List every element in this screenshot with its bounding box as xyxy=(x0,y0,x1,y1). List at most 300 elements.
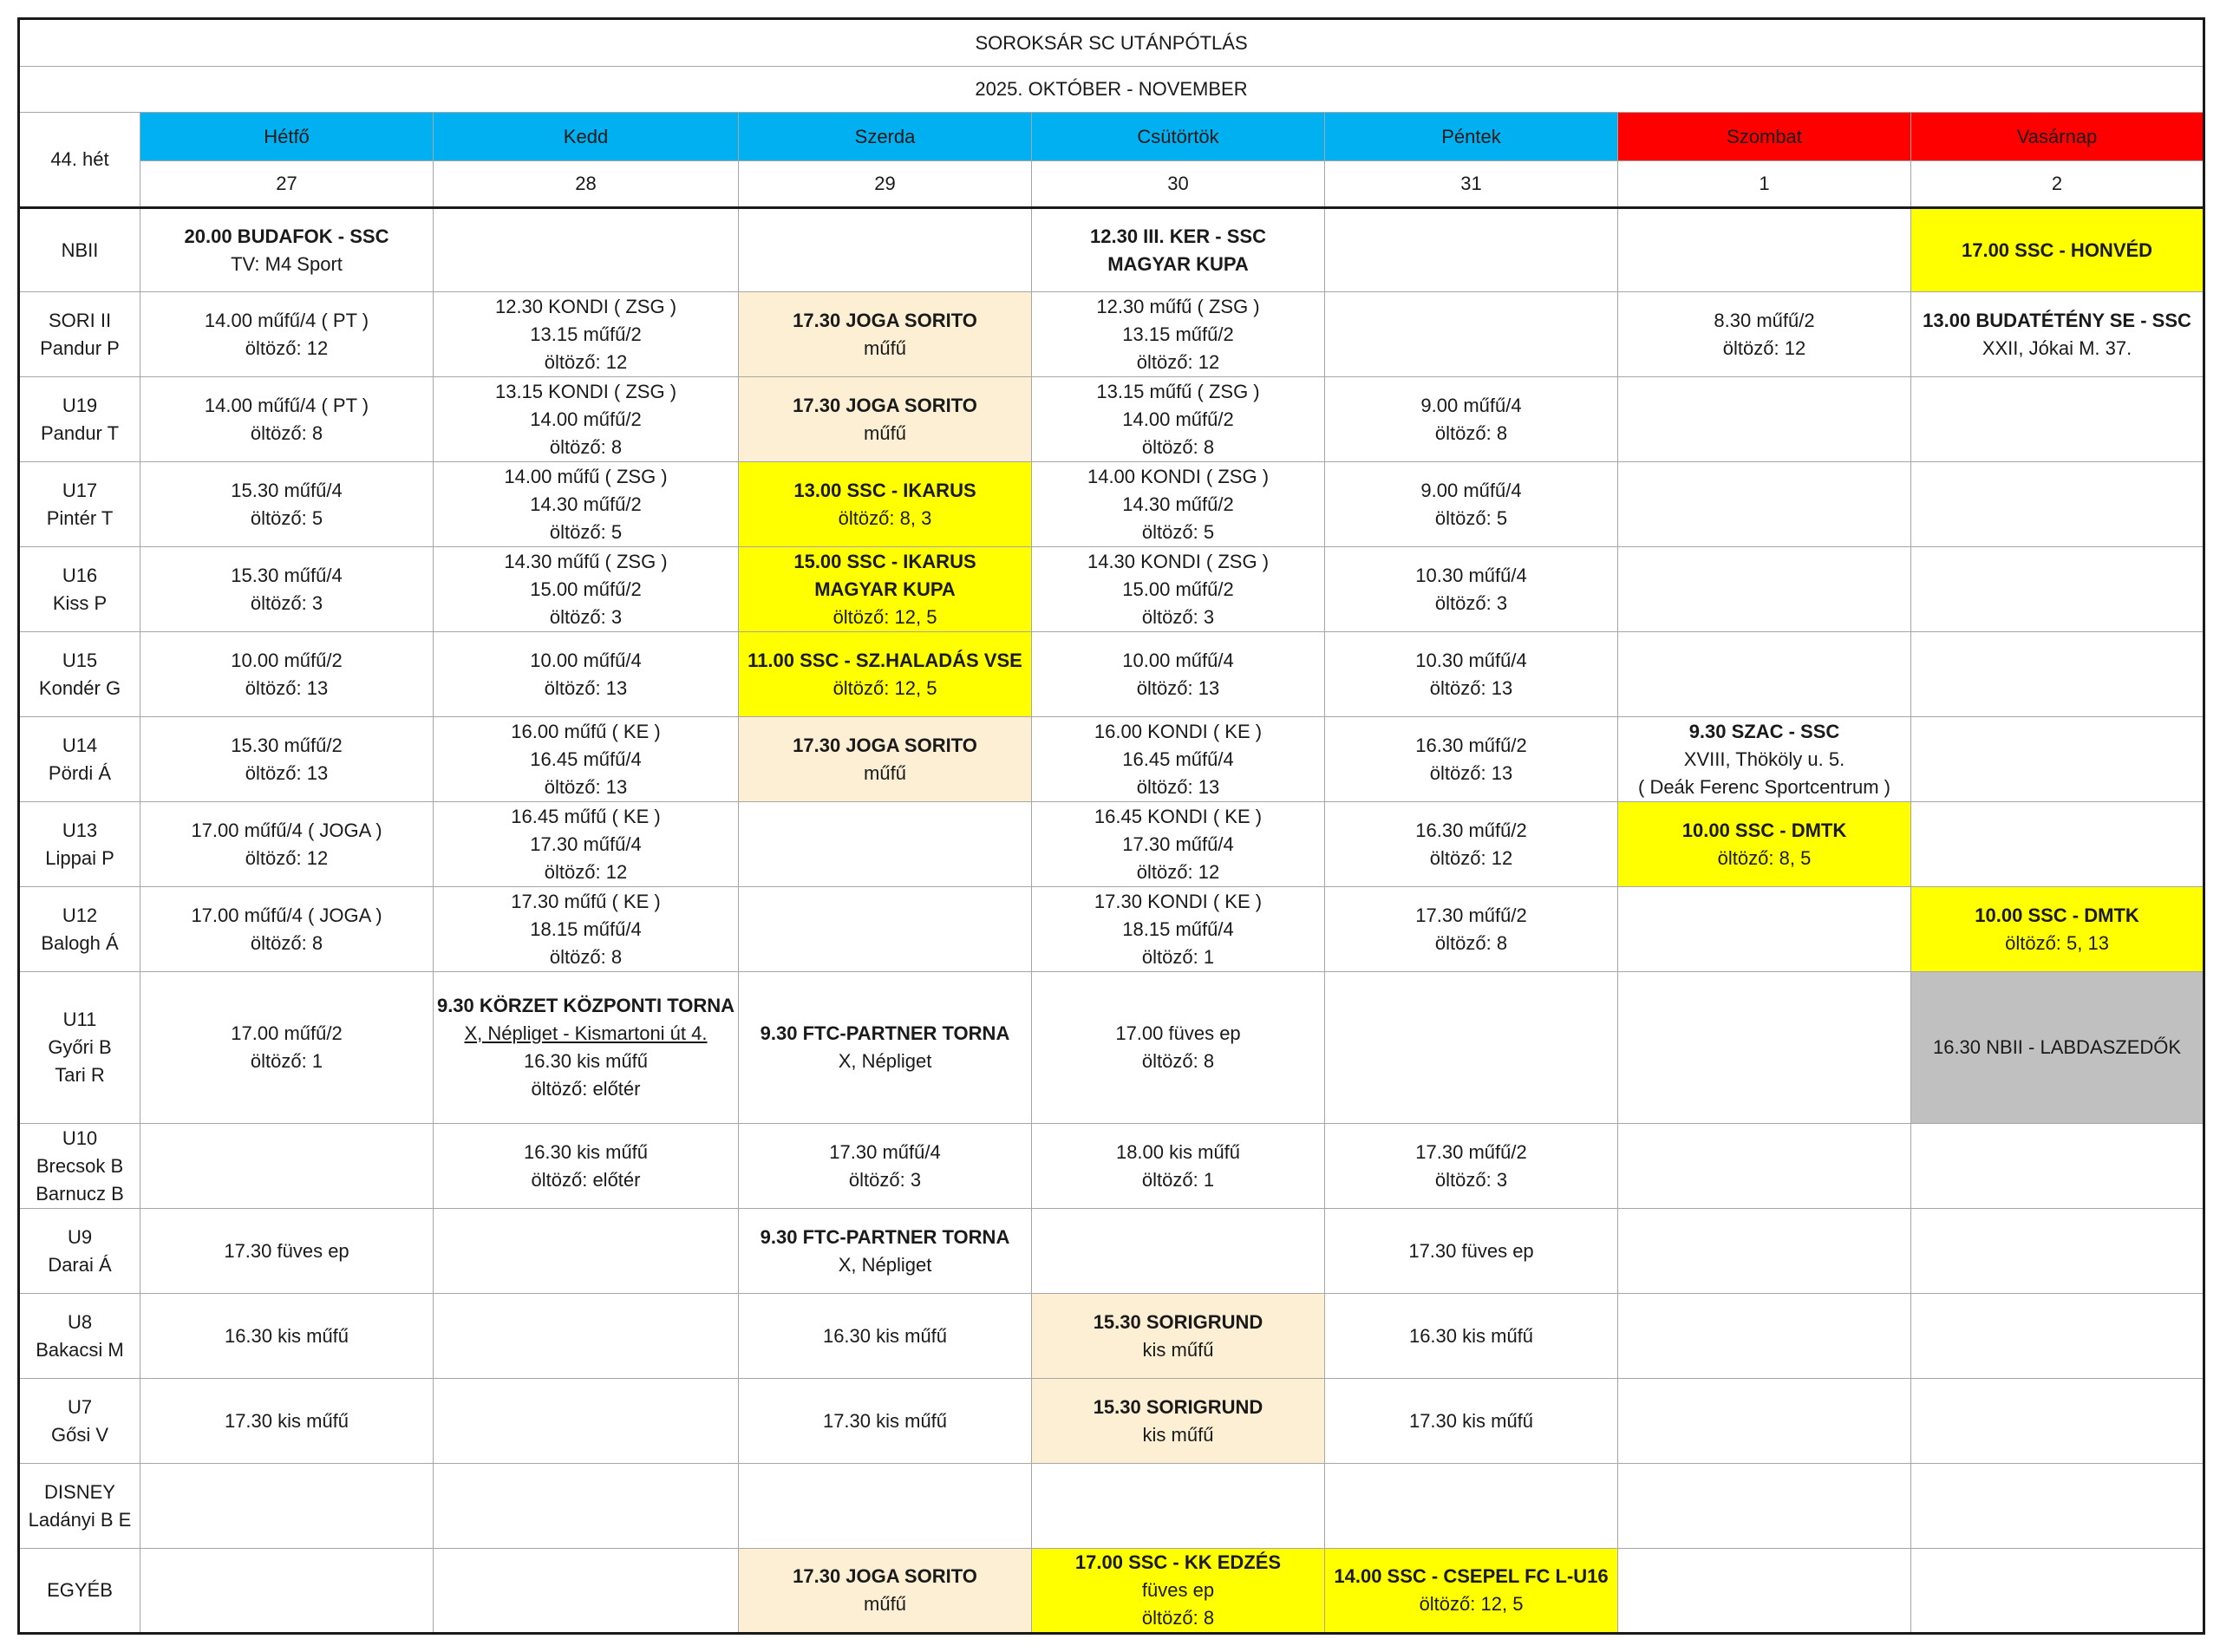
schedule-cell xyxy=(1618,462,1911,547)
team-row xyxy=(19,1379,2204,1464)
cell-line: öltöző: 8 xyxy=(1141,1050,1215,1072)
team-name: U16 xyxy=(62,564,98,586)
cell-line: 17.00 műfű/4 ( JOGA ) xyxy=(191,904,382,926)
cell-line: 16.45 műfű/4 xyxy=(530,748,642,770)
schedule-cell xyxy=(1032,1209,1325,1294)
schedule-cell xyxy=(1325,1549,1618,1634)
cell-line: öltöző: 13 xyxy=(245,761,329,784)
cell-line: 10.30 műfű/4 xyxy=(1415,564,1527,586)
team-row xyxy=(19,462,2204,547)
schedule-cell xyxy=(739,887,1032,972)
day-name-1: Kedd xyxy=(434,113,739,161)
schedule-cell xyxy=(1911,717,2204,802)
cell-line: 9.30 FTC-PARTNER TORNA xyxy=(760,1225,1010,1248)
cell-line: 17.30 kis műfű xyxy=(1408,1409,1534,1432)
team-name: U8 xyxy=(67,1310,93,1333)
cell-line: XXII, Jókai M. 37. xyxy=(1982,336,2132,359)
cell-line: 16.45 KONDI ( KE ) xyxy=(1094,805,1263,827)
cell-line: 16.30 kis műfű xyxy=(1408,1324,1534,1347)
cell-line: 15.00 műfű/2 xyxy=(530,578,642,600)
schedule-cell xyxy=(1911,632,2204,717)
cell-line: 16.30 kis műfű xyxy=(224,1324,349,1347)
schedule-cell xyxy=(1325,802,1618,887)
cell-line: 17.30 műfű ( KE ) xyxy=(511,890,661,912)
schedule-cell xyxy=(1325,547,1618,632)
week-label: 44. hét xyxy=(19,113,140,208)
cell-line: öltöző: 3 xyxy=(250,591,323,614)
schedule-cell xyxy=(140,462,434,547)
cell-line: öltöző: 12 xyxy=(544,350,628,373)
cell-line: TV: M4 Sport xyxy=(231,252,343,275)
cell-line: öltöző: 8, 5 xyxy=(1717,846,1812,869)
cell-line: 16.45 műfű ( KE ) xyxy=(511,805,661,827)
schedule-cell xyxy=(1618,377,1911,462)
schedule-cell xyxy=(1325,377,1618,462)
schedule-cell xyxy=(140,208,434,292)
schedule-cell xyxy=(739,802,1032,887)
cell-line: ( Deák Ferenc Sportcentrum ) xyxy=(1638,775,1890,798)
cell-line: 9.00 műfű/4 xyxy=(1420,479,1522,501)
schedule-cell xyxy=(1911,1209,2204,1294)
day-date-0: 27 xyxy=(140,161,434,208)
team-label xyxy=(19,377,140,462)
schedule-cell xyxy=(1618,208,1911,292)
coach-name: Balogh Á xyxy=(41,931,119,954)
cell-line: 17.30 füves ep xyxy=(1408,1239,1534,1262)
coach-name: Pandur T xyxy=(40,421,120,444)
cell-line: 20.00 BUDAFOK - SSC xyxy=(184,225,389,247)
cell-line: öltöző: 5 xyxy=(1141,520,1215,543)
cell-line: 16.30 műfű/2 xyxy=(1415,734,1527,756)
schedule-cell xyxy=(1032,1464,1325,1549)
schedule-cell xyxy=(1032,1379,1325,1464)
coach-name: Darai Á xyxy=(48,1253,112,1276)
cell-line: 9.30 SZAC - SSC xyxy=(1688,720,1840,742)
team-label xyxy=(19,292,140,377)
team-name: U13 xyxy=(62,819,98,841)
schedule-cell xyxy=(1325,462,1618,547)
cell-line: 17.00 SSC - HONVÉD xyxy=(1961,238,2153,261)
team-row xyxy=(19,1209,2204,1294)
schedule-cell xyxy=(140,547,434,632)
team-label xyxy=(19,1379,140,1464)
schedule-cell xyxy=(1618,292,1911,377)
schedule-cell xyxy=(1032,972,1325,1124)
cell-line: öltöző: 3 xyxy=(1434,1168,1508,1191)
team-name: U12 xyxy=(62,904,98,926)
team-name: U19 xyxy=(62,394,98,416)
team-label xyxy=(19,462,140,547)
coach-name: Tari R xyxy=(55,1064,105,1086)
team-name: EGYÉB xyxy=(47,1579,113,1601)
cell-line: 12.30 KONDI ( ZSG ) xyxy=(494,295,677,317)
cell-line: öltöző: 12 xyxy=(1136,350,1220,373)
cell-line: öltöző: 12 xyxy=(245,846,329,869)
coach-name: Győri B xyxy=(48,1036,112,1058)
cell-line: kis műfű xyxy=(1142,1338,1214,1361)
team-row xyxy=(19,208,2204,292)
team-label xyxy=(19,802,140,887)
day-name-4: Péntek xyxy=(1325,113,1618,161)
team-row xyxy=(19,292,2204,377)
cell-line: öltöző: 3 xyxy=(549,605,623,628)
schedule-cell xyxy=(140,1209,434,1294)
cell-line: 14.00 műfű/2 xyxy=(1122,408,1234,430)
schedule-cell xyxy=(739,1209,1032,1294)
day-name-3: Csütörtök xyxy=(1032,113,1325,161)
schedule-cell xyxy=(1618,1549,1911,1634)
cell-line: öltöző: 3 xyxy=(1434,591,1508,614)
schedule-cell xyxy=(1325,1464,1618,1549)
cell-line: öltöző: 8 xyxy=(549,435,623,458)
day-name-6: Vasárnap xyxy=(1911,113,2204,161)
cell-line: öltöző: 12, 5 xyxy=(1419,1593,1524,1615)
cell-line: XVIII, Thököly u. 5. xyxy=(1683,748,1845,770)
cell-line: 17.30 műfű/4 xyxy=(530,833,642,855)
schedule-cell xyxy=(1911,802,2204,887)
schedule-cell xyxy=(739,1549,1032,1634)
cell-line: műfű xyxy=(864,761,906,784)
team-name: U14 xyxy=(62,734,98,756)
coach-name: Brecsok B xyxy=(36,1154,124,1177)
cell-line: műfű xyxy=(864,1593,906,1615)
day-name-0: Hétfő xyxy=(140,113,434,161)
team-name: U10 xyxy=(62,1126,98,1149)
schedule-cell xyxy=(1911,1379,2204,1464)
schedule-cell xyxy=(434,1379,739,1464)
schedule-cell xyxy=(1032,547,1325,632)
cell-line: 14.00 műfű ( ZSG ) xyxy=(504,465,668,487)
schedule-cell xyxy=(434,1464,739,1549)
cell-line: öltöző: 8 xyxy=(549,945,623,968)
cell-line: 13.15 KONDI ( ZSG ) xyxy=(494,380,677,402)
schedule-cell xyxy=(739,462,1032,547)
team-row xyxy=(19,802,2204,887)
schedule-cell xyxy=(434,802,739,887)
cell-line: 16.00 KONDI ( KE ) xyxy=(1094,720,1263,742)
cell-line: 15.00 műfű/2 xyxy=(1122,578,1234,600)
cell-line: 16.30 műfű/2 xyxy=(1415,819,1527,841)
cell-line: 16.30 NBII - LABDASZEDŐK xyxy=(1932,1036,2182,1058)
cell-line: 14.00 műfű/4 ( PT ) xyxy=(204,394,369,416)
cell-line: 14.00 műfű/4 ( PT ) xyxy=(204,309,369,331)
cell-line: 17.30 műfű/2 xyxy=(1415,904,1527,926)
cell-line: öltöző: 8 xyxy=(1434,421,1508,444)
cell-line: 13.00 BUDATÉTÉNY SE - SSC xyxy=(1923,309,2191,331)
schedule-title: SOROKSÁR SC UTÁNPÓTLÁS xyxy=(19,19,2204,67)
cell-line: műfű xyxy=(864,421,906,444)
cell-line: öltöző: előtér xyxy=(531,1168,641,1191)
cell-line: öltöző: 12 xyxy=(544,860,628,883)
cell-line: műfű xyxy=(864,336,906,359)
cell-line: öltöző: előtér xyxy=(531,1078,641,1100)
schedule-cell xyxy=(434,208,739,292)
cell-line: öltöző: 12, 5 xyxy=(832,676,937,699)
schedule-cell xyxy=(434,462,739,547)
team-row xyxy=(19,632,2204,717)
schedule-cell xyxy=(739,1464,1032,1549)
schedule-cell xyxy=(1911,462,2204,547)
cell-line: 15.30 műfű/2 xyxy=(231,734,343,756)
schedule-cell xyxy=(1911,1124,2204,1209)
cell-line: 10.30 műfű/4 xyxy=(1415,649,1527,671)
cell-line: 17.30 JOGA SORITO xyxy=(793,1565,977,1587)
schedule-cell xyxy=(140,1549,434,1634)
team-label xyxy=(19,717,140,802)
schedule-cell xyxy=(1618,547,1911,632)
cell-line: 18.00 kis műfű xyxy=(1115,1140,1241,1163)
cell-line: öltöző: 5, 13 xyxy=(2005,931,2109,954)
cell-line: 12.30 műfű ( ZSG ) xyxy=(1096,295,1260,317)
cell-line: öltöző: 8 xyxy=(250,931,323,954)
cell-line: öltöző: 3 xyxy=(1141,605,1215,628)
cell-line: kis műfű xyxy=(1142,1423,1214,1446)
cell-line: 14.30 műfű/2 xyxy=(1122,493,1234,515)
schedule-cell xyxy=(434,1294,739,1379)
team-row xyxy=(19,717,2204,802)
cell-line: X, Népliget xyxy=(838,1050,932,1072)
schedule-cell xyxy=(1911,208,2204,292)
cell-line: 17.30 műfű/4 xyxy=(829,1140,941,1163)
schedule-cell xyxy=(1325,1294,1618,1379)
coach-name: Pördi Á xyxy=(48,761,112,784)
schedule-cell xyxy=(1325,292,1618,377)
cell-line: 12.30 III. KER - SSC xyxy=(1090,225,1266,247)
cell-line: 15.30 műfű/4 xyxy=(231,564,343,586)
cell-line: 18.15 műfű/4 xyxy=(1122,917,1234,940)
cell-line: 17.00 műfű/4 ( JOGA ) xyxy=(191,819,382,841)
cell-line: 17.30 KONDI ( KE ) xyxy=(1094,890,1263,912)
schedule-cell xyxy=(1325,208,1618,292)
day-name-5: Szombat xyxy=(1618,113,1911,161)
coach-name: Bakacsi M xyxy=(36,1338,124,1361)
cell-line: öltöző: 8 xyxy=(1434,931,1508,954)
schedule-cell xyxy=(434,1124,739,1209)
schedule-cell xyxy=(434,547,739,632)
cell-line: öltöző: 12 xyxy=(1722,336,1806,359)
cell-line: 14.00 műfű/2 xyxy=(530,408,642,430)
schedule-cell xyxy=(1032,1294,1325,1379)
cell-line: öltöző: 1 xyxy=(1141,1168,1215,1191)
schedule-cell xyxy=(739,717,1032,802)
cell-line: 16.30 kis műfű xyxy=(523,1140,649,1163)
schedule-cell xyxy=(1325,1124,1618,1209)
schedule-cell xyxy=(140,887,434,972)
cell-line: 14.30 műfű ( ZSG ) xyxy=(504,550,668,572)
schedule-cell xyxy=(1618,1124,1911,1209)
schedule-cell xyxy=(434,377,739,462)
cell-line: öltöző: 12, 5 xyxy=(832,605,937,628)
team-label xyxy=(19,887,140,972)
cell-line: 14.00 SSC - CSEPEL FC L-U16 xyxy=(1334,1565,1609,1587)
cell-line: 17.00 műfű/2 xyxy=(231,1022,343,1044)
day-date-1: 28 xyxy=(434,161,739,208)
schedule-cell xyxy=(1911,1294,2204,1379)
cell-line: 10.00 műfű/2 xyxy=(231,649,343,671)
schedule-cell xyxy=(1618,972,1911,1124)
team-row xyxy=(19,1294,2204,1379)
cell-line: öltöző: 13 xyxy=(1429,676,1513,699)
cell-line: 17.00 füves ep xyxy=(1115,1022,1241,1044)
cell-line: öltöző: 8, 3 xyxy=(838,506,932,529)
cell-line: 9.00 műfű/4 xyxy=(1420,394,1522,416)
schedule-cell xyxy=(1032,462,1325,547)
schedule-cell xyxy=(1032,208,1325,292)
team-label xyxy=(19,972,140,1124)
schedule-cell xyxy=(1325,972,1618,1124)
cell-line: 11.00 SSC - SZ.HALADÁS VSE xyxy=(748,649,1022,671)
cell-line: öltöző: 8 xyxy=(1141,1607,1215,1629)
coach-name: Gősi V xyxy=(50,1423,109,1446)
cell-line: 10.00 műfű/4 xyxy=(530,649,642,671)
schedule-cell xyxy=(739,208,1032,292)
schedule-cell xyxy=(739,547,1032,632)
team-name: NBII xyxy=(61,238,99,261)
cell-line: 17.30 JOGA SORITO xyxy=(793,394,977,416)
cell-line: 14.00 KONDI ( ZSG ) xyxy=(1087,465,1270,487)
coach-name: Kiss P xyxy=(52,591,108,614)
cell-line: öltöző: 13 xyxy=(245,676,329,699)
schedule-cell xyxy=(1325,1209,1618,1294)
cell-line: öltöző: 13 xyxy=(544,775,628,798)
cell-line: 14.30 KONDI ( ZSG ) xyxy=(1087,550,1270,572)
coach-name: Lippai P xyxy=(45,846,114,869)
schedule-cell xyxy=(434,717,739,802)
team-name: U11 xyxy=(62,1009,97,1030)
cell-line: öltöző: 1 xyxy=(250,1050,323,1072)
cell-line: öltöző: 13 xyxy=(544,676,628,699)
cell-line: 16.30 kis műfű xyxy=(822,1324,948,1347)
cell-line: 10.00 SSC - DMTK xyxy=(1975,904,2139,926)
team-name: U17 xyxy=(62,479,98,501)
cell-line: öltöző: 5 xyxy=(1434,506,1508,529)
schedule-cell xyxy=(1618,802,1911,887)
cell-line: MAGYAR KUPA xyxy=(1107,252,1249,275)
schedule-cell xyxy=(1032,1124,1325,1209)
coach-name: Barnucz B xyxy=(36,1182,124,1205)
coach-name: Pintér T xyxy=(46,506,114,529)
cell-line: 10.00 SSC - DMTK xyxy=(1681,819,1847,841)
schedule-cell xyxy=(434,887,739,972)
cell-line: öltöző: 13 xyxy=(1136,676,1220,699)
schedule-cell xyxy=(1032,717,1325,802)
day-date-2: 29 xyxy=(739,161,1032,208)
schedule-cell xyxy=(739,292,1032,377)
schedule-cell xyxy=(434,1209,739,1294)
schedule-cell xyxy=(434,1549,739,1634)
schedule-cell xyxy=(1618,1294,1911,1379)
coach-name: Ladányi B E xyxy=(28,1508,132,1531)
schedule-cell xyxy=(1911,547,2204,632)
team-name: SORI II xyxy=(48,309,112,331)
team-row xyxy=(19,972,2204,1124)
schedule-cell xyxy=(739,377,1032,462)
schedule-cell xyxy=(1032,1549,1325,1634)
schedule-cell xyxy=(1911,887,2204,972)
schedule-cell xyxy=(1618,717,1911,802)
schedule-cell xyxy=(140,717,434,802)
cell-line: öltöző: 5 xyxy=(549,520,623,543)
cell-line: 13.00 SSC - IKARUS xyxy=(793,479,976,501)
cell-line: 17.30 JOGA SORITO xyxy=(793,309,977,331)
cell-line: 9.30 FTC-PARTNER TORNA xyxy=(760,1022,1010,1044)
schedule-cell xyxy=(739,1294,1032,1379)
cell-line: 17.30 kis műfű xyxy=(224,1409,349,1432)
schedule-cell xyxy=(434,292,739,377)
schedule-cell xyxy=(1618,1464,1911,1549)
schedule-cell xyxy=(434,972,739,1124)
team-label xyxy=(19,1294,140,1379)
cell-line: 18.15 műfű/4 xyxy=(530,917,642,940)
schedule-cell xyxy=(739,1379,1032,1464)
schedule-cell xyxy=(140,1379,434,1464)
cell-line: 13.15 műfű ( ZSG ) xyxy=(1096,380,1260,402)
schedule-cell xyxy=(140,802,434,887)
cell-line: öltöző: 1 xyxy=(1141,945,1215,968)
schedule-cell xyxy=(1911,292,2204,377)
schedule-cell xyxy=(1032,802,1325,887)
cell-line: 17.30 kis műfű xyxy=(822,1409,948,1432)
coach-name: Pandur P xyxy=(40,336,120,359)
cell-line: öltöző: 12 xyxy=(245,336,329,359)
schedule-cell xyxy=(739,972,1032,1124)
cell-line: 16.45 műfű/4 xyxy=(1122,748,1234,770)
cell-line: 8.30 műfű/2 xyxy=(1714,309,1815,331)
cell-line: 17.30 műfű/2 xyxy=(1415,1140,1527,1163)
team-row xyxy=(19,887,2204,972)
team-name: U7 xyxy=(67,1395,93,1418)
day-date-4: 31 xyxy=(1325,161,1618,208)
cell-line: X, Népliget - Kismartoni út 4. xyxy=(464,1022,708,1044)
team-row xyxy=(19,1124,2204,1209)
cell-line: öltöző: 3 xyxy=(848,1168,922,1191)
schedule-cell xyxy=(1032,292,1325,377)
team-label xyxy=(19,1209,140,1294)
schedule-cell xyxy=(1618,887,1911,972)
cell-line: öltöző: 8 xyxy=(1141,435,1215,458)
team-label xyxy=(19,1464,140,1549)
schedule-cell xyxy=(1618,632,1911,717)
schedule-cell xyxy=(1032,377,1325,462)
cell-line: 13.15 műfű/2 xyxy=(1122,323,1234,345)
schedule-cell xyxy=(1325,887,1618,972)
team-row xyxy=(19,1464,2204,1549)
schedule-cell xyxy=(140,972,434,1124)
schedule-cell xyxy=(1911,1549,2204,1634)
team-label xyxy=(19,1549,140,1634)
team-row xyxy=(19,1549,2204,1634)
team-label xyxy=(19,547,140,632)
cell-line: 10.00 műfű/4 xyxy=(1122,649,1234,671)
team-name: U15 xyxy=(62,649,98,671)
cell-line: 15.30 műfű/4 xyxy=(231,479,343,501)
cell-line: X, Népliget xyxy=(838,1253,932,1276)
cell-line: öltöző: 8 xyxy=(250,421,323,444)
schedule-cell xyxy=(739,1124,1032,1209)
schedule-cell xyxy=(434,632,739,717)
cell-line: 17.30 műfű/4 xyxy=(1122,833,1234,855)
schedule-period: 2025. OKTÓBER - NOVEMBER xyxy=(19,67,2204,113)
schedule-cell xyxy=(1032,887,1325,972)
cell-line: füves ep xyxy=(1141,1579,1215,1601)
cell-line: 17.00 SSC - KK EDZÉS xyxy=(1074,1551,1282,1573)
cell-line: 15.30 SORIGRUND xyxy=(1093,1310,1263,1333)
cell-line: 15.00 SSC - IKARUS xyxy=(793,550,976,572)
team-row xyxy=(19,547,2204,632)
cell-line: MAGYAR KUPA xyxy=(814,578,956,600)
team-label xyxy=(19,632,140,717)
day-date-3: 30 xyxy=(1032,161,1325,208)
